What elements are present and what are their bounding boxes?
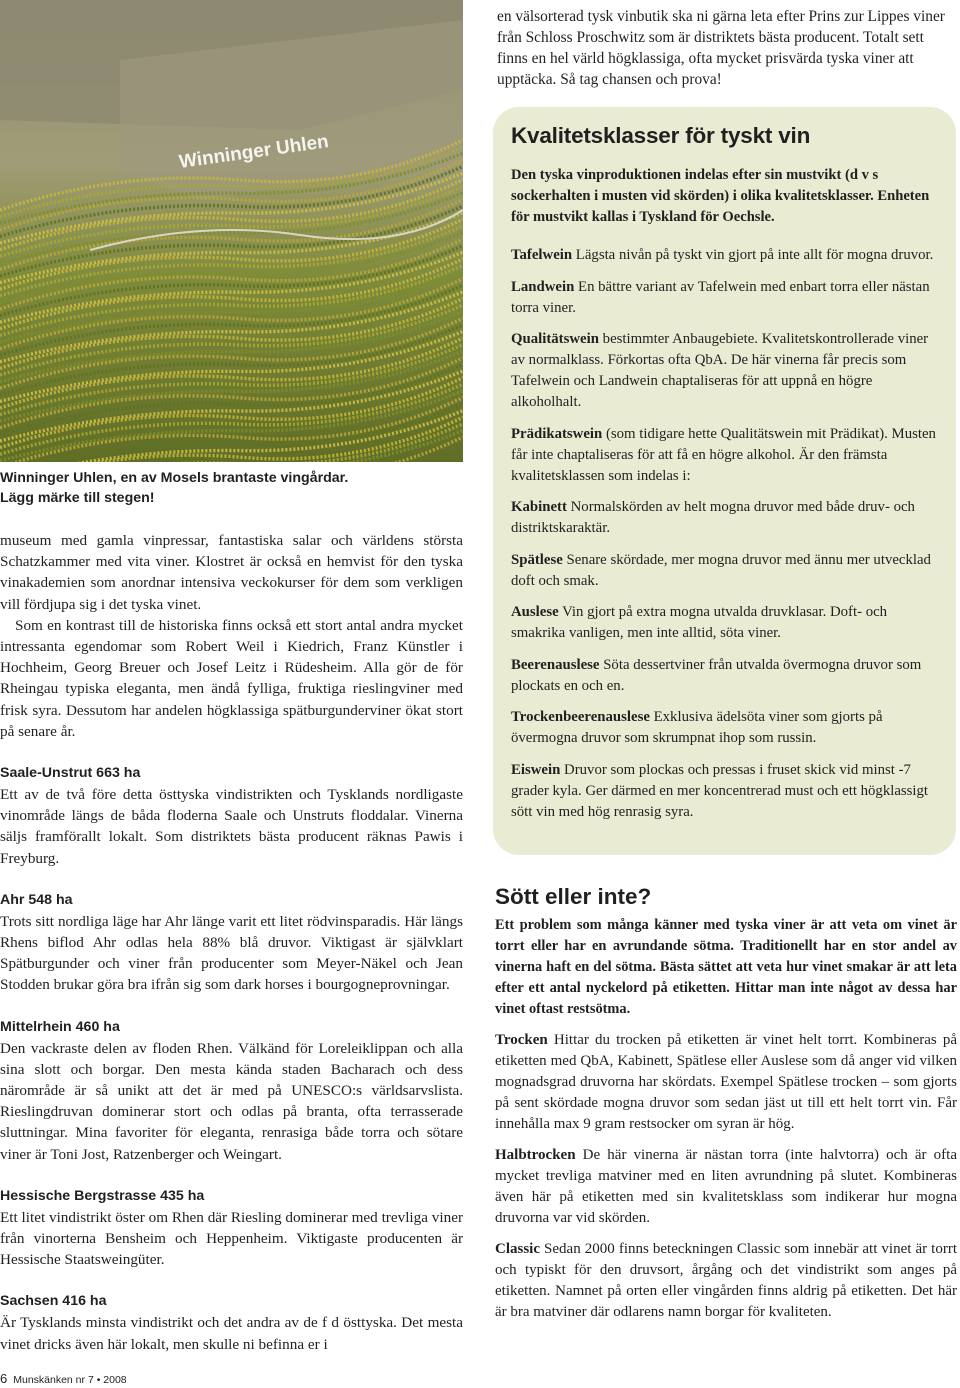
sweetness-description: Hittar du trocken på etiketten är vinet helt torrt. Kombineras på etiketten med QbA, Kabinett, Spätlese eller Auslese som då anger vid vilken mognadsgrad druvorna har skördats. Exempel Spätlese trocken – som gjorts på sent skördade mogna druvor som sedan jäst ut till ett helt torrt vin. Får innehålla max 9 gram restsocker om syran är hög. (495, 1032, 957, 1132)
section-heading-sachsen: Sachsen 416 ha (0, 1293, 107, 1310)
quality-class-description: En bättre variant av Tafelwein med enbart torra eller nästan torra viner. (511, 278, 930, 316)
quality-class-entry (511, 277, 940, 319)
vineyard-sign-text: Winninger Uhlen (177, 131, 331, 173)
quality-class-term: Tafelwein (511, 247, 573, 263)
right-column-intro (497, 6, 957, 90)
quality-class-entry (511, 602, 940, 644)
sweetness-entry (495, 1145, 957, 1229)
page-number: 6 (0, 1371, 8, 1386)
right-intro-paragraph: en välsorterad tysk vinbutik ska ni gärna leta efter Prins zur Lippes viner från Schloss Proschwitz som är distriktets bästa producent. Totalt sett finns en hel värld högklassiga, ofta mycket prisvärda tyska viner att upptäcka. Så tag chansen och prova! (497, 8, 945, 88)
quality-class-term: Auslese (511, 604, 559, 620)
sweetness-description: De här vinerna är nästan torra (inte halvtorra) och är ofta mycket trevliga matviner med en liten avrundning på slutet. Kombineras även här på etiketten med sin kvalitetsklass som indikerar hur mogna druvorna var vid skörden. (495, 1147, 957, 1226)
body-paragraph-contrast: Som en kontrast till de historiska finns också ett stort antal andra mycket intressanta egendomar som Robert Weil i Kiedrich, Franz Künstler i Hochheim, Georg Breuer och Josef Leitz i Rüdesheim. Alla gör de för Rheingau typiska eleganta, men ändå fylliga, fruktiga rieslingviner med frisk syra. Dessutom har andelen högklassiga spätburgunderviner ökat stort på senare år. (0, 616, 463, 740)
quality-class-description: Druvor som plockas och pressas i fruset skick vid minst -7 grader kyla. Ger därmed en mer koncentrerad must och ett högklassigt sött vin med hög renrasig syra. (511, 761, 929, 820)
section-text-saale-unstrut: Ett av de två före detta östtyska vindistrikten och Tysklands nordligaste vinområde längs de båda floderna Saale och Unstruts floddalar. Vinerna säljs framförallt lokalt. Som distriktets bästa producent räknas Pawis i Freyburg. (0, 786, 463, 867)
photo-caption-line-2: Lägg märke till stegen! (0, 489, 155, 506)
page-footer (0, 1372, 127, 1387)
quality-classes-intro: Den tyska vinproduktionen indelas efter sin mustvikt (d v s sockerhalten i musten vid skörden) i olika kvalitetsklasser. Enheten för mustvikt kallas i Tyskland för Oechsle. (511, 167, 930, 225)
quality-class-entry (511, 424, 940, 487)
vineyard-photo (0, 0, 463, 462)
quality-class-entry (511, 329, 940, 413)
section-text-ahr: Trots sitt nordliga läge har Ahr länge varit ett litet rödvinsparadis. Här längs Rhens biflod Ahr odlas hela 88% blå druvor. Viktigast är självklart Spätburgunder och viner från producenter som Meyer-Näkel och Jean Stodden brukar göra bra ifrån sig som dark horses i bourgogneprovningar. (0, 912, 463, 994)
quality-class-description: Lägsta nivån på tyskt vin gjort på inte allt för mogna druvor. (572, 247, 934, 263)
quality-class-description: Normalskörden av helt mogna druvor med både druv- och distriktskaraktär. (511, 499, 915, 536)
quality-class-entry (511, 245, 940, 266)
section-text-sachsen: Är Tysklands minsta vindistrikt och det andra av de f d östtyska. Det mesta vinet dricks även här lokalt, men skulle ni befinna er i (0, 1314, 463, 1353)
quality-classes-box (493, 107, 956, 855)
sweetness-description: Sedan 2000 finns beteckningen Classic som innebär att vinet är torrt och typiskt för den druvsort, årgång och det vindistrikt som anges på etiketten. Namnet på orten eller vingården finns aldrig på etiketten. Det här är bra matviner där odlarens namn borgar för kvaliteten. (495, 1241, 957, 1320)
section-heading-saale-unstrut: Saale-Unstrut 663 ha (0, 765, 141, 782)
quality-class-description: (som tidigare hette Qualitätswein mit Prädikat). Musten får inte chaptaliseras för att få en högre alkohol. Är den främsta kvalitetsklassen som indelas i: (511, 425, 936, 484)
sweetness-title: Sött eller inte? (495, 884, 652, 909)
section-heading-ahr: Ahr 548 ha (0, 891, 73, 908)
quality-class-entry (511, 550, 940, 592)
sweetness-entry (495, 1030, 957, 1135)
quality-classes-title: Kvalitetsklasser för tyskt vin (511, 123, 811, 148)
quality-class-description: Exklusiva ädelsöta viner som gjorts på övermogna druvor som skrumpnat ihop som russin. (511, 709, 883, 746)
sweetness-term: Halbtrocken (495, 1147, 576, 1163)
photo-caption-line-1: Winninger Uhlen, en av Mosels brantaste vingårdar. (0, 470, 349, 486)
quality-class-description: bestimmter Anbaugebiete. Kvalitetskontrollerade viner av normalklass. Förkortas ofta QbA. De här vinerna får precis som Tafelwein och Landwein chaptaliseras för att uppnå en högre alkoholhalt. (511, 331, 929, 410)
quality-class-entry (511, 497, 940, 539)
photo-caption (0, 469, 463, 508)
quality-class-description: Vin gjort på extra mogna utvalda druvklasar. Doft- och smakrika vanligen, men inte alltid, söta viner. (511, 604, 888, 641)
sweetness-term: Trocken (495, 1032, 548, 1048)
quality-class-term: Landwein (511, 278, 575, 295)
section-text-hessische-bergstrasse: Ett litet vindistrikt öster om Rhen där Riesling dominerar med trevliga viner från vinorterna Bensheim och Heppenheim. Viktigaste producenten är Hessische Staatsweingüter. (0, 1208, 463, 1269)
quality-class-entry (511, 760, 940, 823)
section-text-mittelrhein: Den vackraste delen av floden Rhen. Välkänd för Loreleiklippan och alla sina slott och borgar. Den mesta kända staden Bacharach och dess närområde är så unikt att det är med på UNESCO:s världsarvslista. Rieslingdruvan dominerar stort och odlas på branta, ofta terrasserade sluttningar. Mina favoriter för eleganta, renrasiga både torra och sötare viner är Toni Jost, Ratzenberger och Weingart. (0, 1039, 463, 1163)
quality-class-description: Senare skördade, mer mogna druvor med ännu mer utvecklad doft och smak. (511, 551, 931, 589)
left-column (0, 530, 463, 1355)
quality-class-entry (511, 655, 940, 697)
section-heading-mittelrhein: Mittelrhein 460 ha (0, 1018, 120, 1035)
quality-class-description: Söta dessertviner från utvalda övermogna druvor som plockats en och en. (511, 656, 922, 694)
body-paragraph-museum: museum med gamla vinpressar, fantastiska salar och världens största Schatzkammer med vita viner. Klostret är också en hemvist för den tyska vinakademien som anordnar intensiva veckokurser för dem som verkligen vill fördjupa sig i det tyska vinet. (0, 532, 463, 613)
sweetness-intro: Ett problem som många känner med tyska viner är att veta om vinet är torrt eller har en avrundande sötma. Traditionellt har en stor andel av vinerna haft en del sötma. Bästa sättet att veta hur vinet smakar är att leta efter ett antal nyckelord på etiketten. Hittar man inte något av dessa har vinet oftast restsötma. (495, 917, 957, 1017)
sweetness-term: Classic (495, 1241, 540, 1257)
quality-class-term: Qualitätswein (511, 331, 599, 347)
vineyard-illustration (0, 0, 463, 462)
sweetness-section (495, 883, 957, 1333)
section-heading-hessische-bergstrasse: Hessische Bergstrasse 435 ha (0, 1187, 205, 1204)
quality-class-term: Eiswein (511, 761, 561, 778)
quality-class-term: Kabinett (511, 499, 567, 515)
sweetness-entry (495, 1239, 957, 1323)
quality-class-term: Spätlese (511, 551, 563, 568)
quality-class-entry (511, 707, 940, 749)
publication-name: Munskänken nr 7 • 2008 (13, 1374, 127, 1386)
quality-class-term: Prädikatswein (511, 425, 603, 442)
quality-class-term: Trockenbeerenauslese (511, 709, 650, 725)
quality-class-term: Beerenauslese (511, 656, 600, 673)
